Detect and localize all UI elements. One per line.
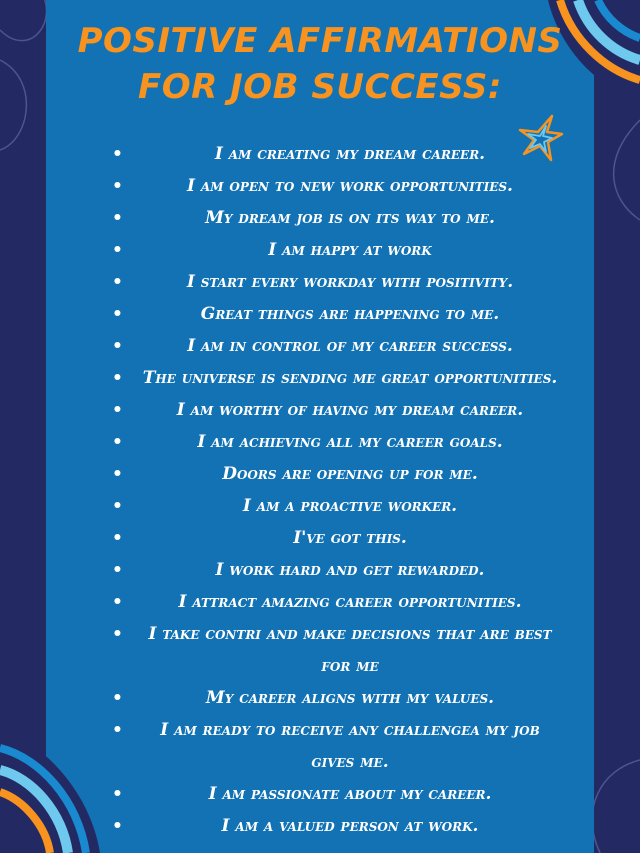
- affirmation-text: I am a proactive worker.: [242, 496, 458, 516]
- bullet-icon: •: [112, 784, 123, 804]
- title-line-2: FOR JOB SUCCESS:: [137, 67, 503, 107]
- affirmation-text: I work hard and get rewarded.: [215, 560, 485, 580]
- bullet-icon: •: [112, 464, 123, 484]
- bullet-icon: •: [112, 272, 123, 292]
- list-item: [112, 458, 564, 490]
- bullet-icon: •: [112, 816, 123, 836]
- bullet-icon: •: [112, 432, 123, 452]
- bullet-icon: •: [112, 336, 123, 356]
- bullet-icon: •: [112, 176, 123, 196]
- affirmation-text: I am passionate about my career.: [208, 784, 492, 804]
- list-item: [112, 362, 564, 394]
- affirmation-text: I am ready to receive any challengea my job gives me.: [160, 720, 540, 772]
- affirmations-list: [112, 138, 564, 842]
- affirmation-text: The universe is sending me great opportunities.: [142, 368, 558, 388]
- list-item: [112, 810, 564, 842]
- bullet-icon: •: [112, 624, 123, 644]
- list-item: [112, 266, 564, 298]
- bullet-icon: •: [112, 688, 123, 708]
- list-item: [112, 682, 564, 714]
- affirmation-text: Great things are happening to me.: [200, 304, 500, 324]
- affirmation-text: I attract amazing career opportunities.: [178, 592, 522, 612]
- affirmation-text: I am happy at work: [268, 240, 432, 260]
- affirmation-text: My dream job is on its way to me.: [205, 208, 495, 228]
- list-item: [112, 618, 564, 682]
- bullet-icon: •: [112, 368, 123, 388]
- affirmation-text: I am a valued person at work.: [221, 816, 479, 836]
- affirmation-text: I am achieving all my career goals.: [197, 432, 503, 452]
- list-item: [112, 330, 564, 362]
- corner-swirl-bottom-left: [0, 730, 100, 853]
- list-item: [112, 426, 564, 458]
- affirmation-text: My career aligns with my values.: [205, 688, 495, 708]
- bullet-icon: •: [112, 560, 123, 580]
- bullet-icon: •: [112, 304, 123, 324]
- list-item: [112, 394, 564, 426]
- affirmation-text: I start every workday with positivity.: [186, 272, 514, 292]
- list-item: [112, 778, 564, 810]
- affirmation-text: I take contri and make decisions that are best for me: [148, 624, 552, 676]
- list-item: [112, 714, 564, 778]
- list-item: [112, 586, 564, 618]
- list-item: [112, 234, 564, 266]
- affirmation-text: I am open to new work opportunities.: [187, 176, 513, 196]
- bullet-icon: •: [112, 208, 123, 228]
- bullet-icon: •: [112, 240, 123, 260]
- page-title: [46, 18, 594, 110]
- bullet-icon: •: [112, 144, 123, 164]
- list-item: [112, 522, 564, 554]
- list-item: [112, 170, 564, 202]
- bullet-icon: •: [112, 496, 123, 516]
- affirmation-text: I've got this.: [293, 528, 407, 548]
- bullet-icon: •: [112, 528, 123, 548]
- affirmation-text: I am in control of my career success.: [187, 336, 513, 356]
- list-item: [112, 490, 564, 522]
- title-line-1: POSITIVE AFFIRMATIONS: [77, 21, 563, 61]
- affirmation-text: I am creating my dream career.: [214, 144, 486, 164]
- bullet-icon: •: [112, 720, 123, 740]
- list-item: [112, 202, 564, 234]
- list-item: [112, 138, 564, 170]
- bullet-icon: •: [112, 400, 123, 420]
- list-item: [112, 298, 564, 330]
- list-item: [112, 554, 564, 586]
- affirmation-text: Doors are opening up for me.: [222, 464, 478, 484]
- affirmation-text: I am worthy of having my dream career.: [176, 400, 524, 420]
- bullet-icon: •: [112, 592, 123, 612]
